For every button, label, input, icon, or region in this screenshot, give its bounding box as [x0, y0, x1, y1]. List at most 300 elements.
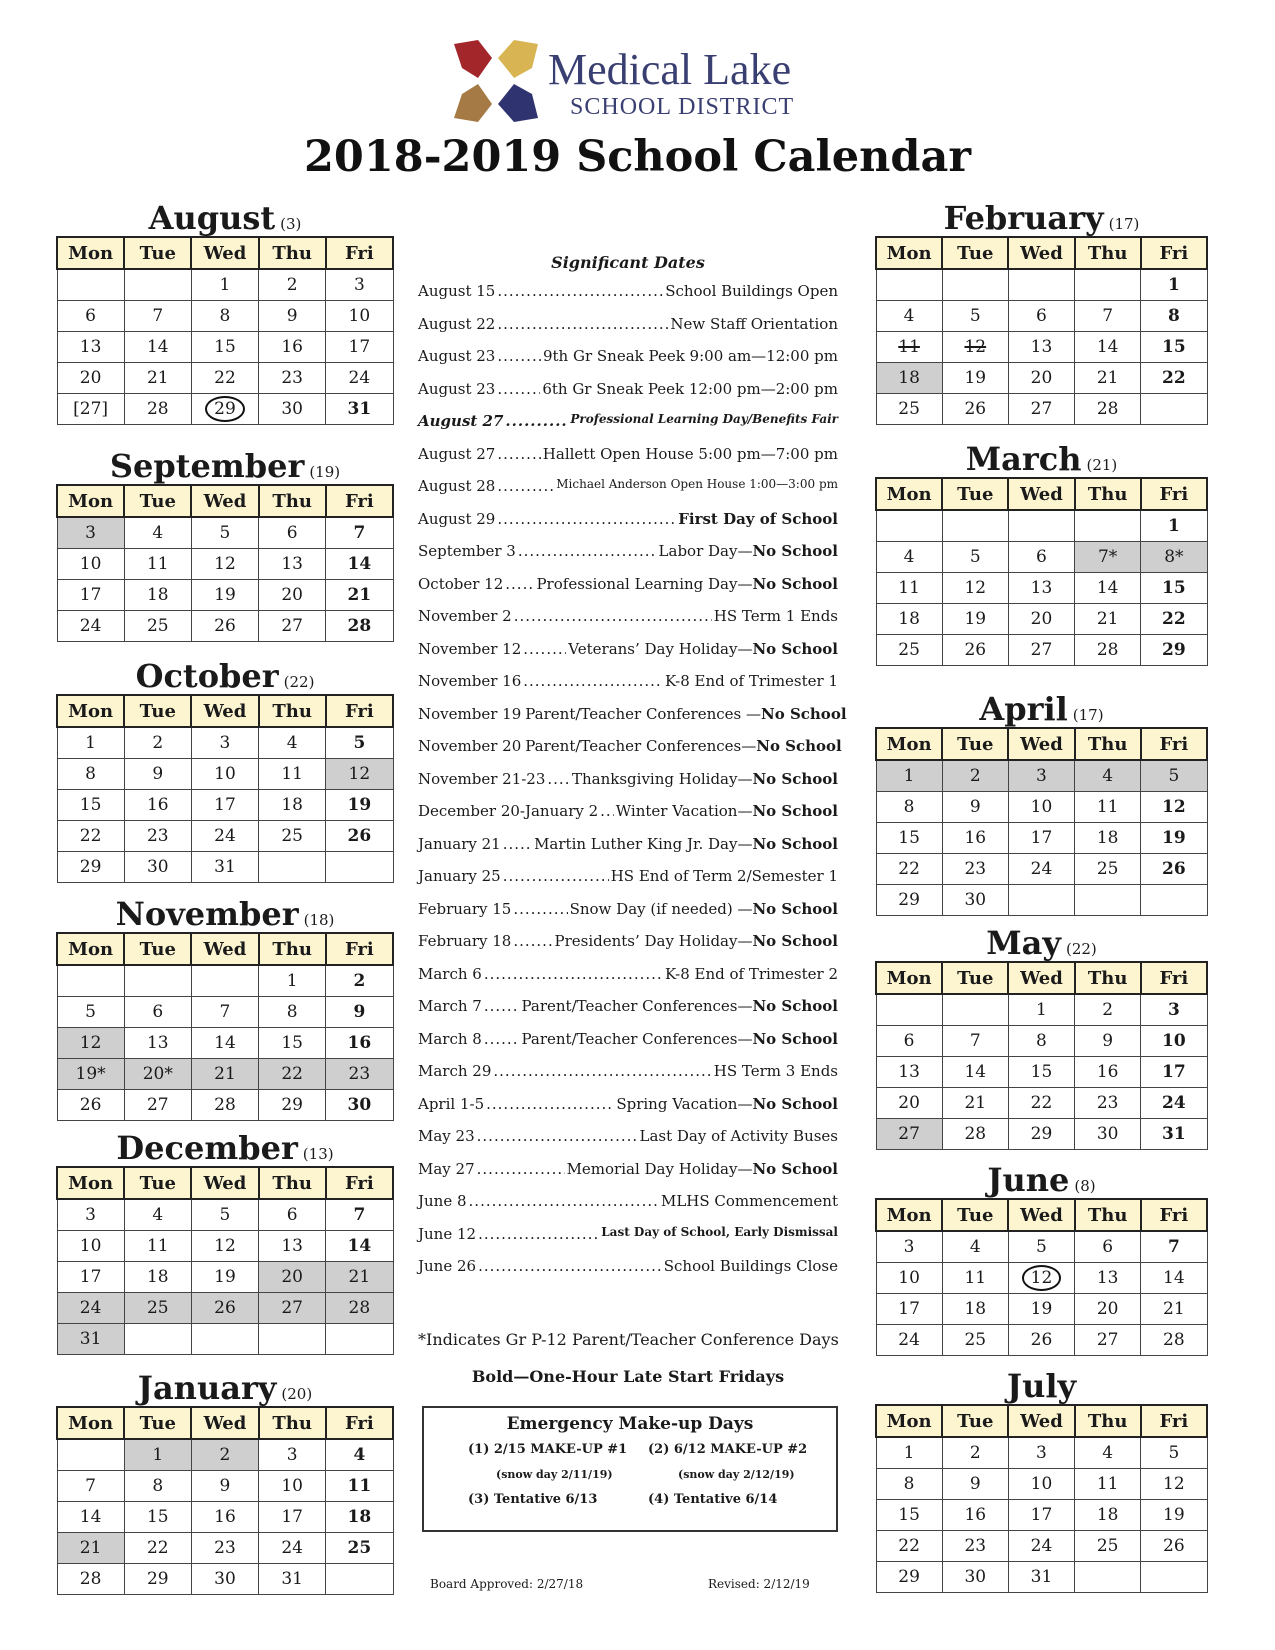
day-cell: 5 [1141, 1437, 1207, 1469]
event-text: Parent/Teacher Conferences— [521, 997, 753, 1015]
calendar-grid [56, 1166, 394, 1355]
month-day-count: (17) [1072, 706, 1104, 724]
weekday-header: Thu [1075, 478, 1141, 510]
event-text: First Day of School [678, 509, 838, 528]
week-row [876, 1325, 1207, 1356]
calendar-grid [56, 694, 394, 883]
significant-dates [418, 253, 847, 1290]
day-cell: 11 [876, 573, 942, 604]
day-cell: 31 [259, 1564, 326, 1595]
month-day-count: (21) [1086, 456, 1118, 474]
day-cell: 12 [1141, 792, 1207, 823]
weekday-header: Fri [1141, 728, 1207, 760]
week-row [876, 760, 1207, 792]
day-cell: 30 [1075, 1119, 1141, 1150]
calendar-grid [56, 484, 394, 642]
significant-date-row [418, 1127, 838, 1160]
day-cell: 13 [259, 549, 326, 580]
month-name: February [943, 199, 1104, 237]
day-cell: 30 [259, 394, 326, 425]
dot-leader [513, 932, 552, 950]
day-cell: 25 [259, 821, 326, 852]
day-cell: 1 [191, 269, 258, 301]
date-label: January 25 [418, 867, 501, 885]
dot-leader [497, 347, 541, 365]
weekday-header: Thu [1075, 1199, 1141, 1231]
dot-leader [497, 380, 540, 398]
day-cell: 13 [876, 1057, 942, 1088]
day-cell: 21 [326, 1262, 393, 1293]
weekday-header: Mon [57, 1167, 124, 1199]
day-cell: 31 [191, 852, 258, 883]
weekday-header: Mon [876, 478, 942, 510]
weekday-header: Tue [124, 237, 191, 269]
month-title [56, 448, 394, 484]
day-cell: 24 [57, 611, 124, 642]
day-cell: 27 [1008, 635, 1074, 666]
week-row [57, 549, 393, 580]
weekday-header: Fri [1141, 1405, 1207, 1437]
day-cell: 15 [1008, 1057, 1074, 1088]
event-text: New Staff Orientation [670, 314, 838, 333]
event-text: HS Term 1 Ends [713, 607, 838, 625]
dot-leader [478, 1225, 599, 1243]
day-cell: 2 [1075, 994, 1141, 1026]
week-row [57, 1262, 393, 1293]
weekday-header: Wed [191, 933, 258, 965]
day-cell: 20 [1008, 604, 1074, 635]
day-cell: 19 [942, 363, 1008, 394]
significant-date-row [418, 835, 838, 868]
date-label: August 23 [418, 347, 496, 365]
day-cell: 22 [876, 854, 942, 885]
event-text: School Buildings Open [665, 282, 838, 300]
day-cell: 14 [1075, 332, 1141, 363]
day-cell: 23 [124, 821, 191, 852]
week-row [876, 792, 1207, 823]
calendar-grid [56, 1406, 394, 1595]
month-day-count: (22) [283, 673, 315, 691]
dot-leader [503, 835, 532, 853]
weekday-header: Tue [942, 962, 1008, 994]
day-cell: 3 [1008, 760, 1074, 792]
month-july [875, 1368, 1208, 1593]
month-title [56, 1370, 394, 1406]
significant-date-row [418, 965, 838, 998]
weekday-header: Tue [942, 1405, 1008, 1437]
event-text: Parent/Teacher Conferences— [525, 737, 757, 755]
empty-cell [191, 1324, 258, 1355]
day-cell: 17 [1008, 1500, 1074, 1531]
significant-date-row [418, 900, 838, 933]
weekday-header: Fri [326, 237, 393, 269]
day-cell: 28 [1075, 635, 1141, 666]
day-cell: 24 [1008, 1531, 1074, 1562]
day-cell: 3 [1008, 1437, 1074, 1469]
event-label [616, 802, 838, 820]
month-title [56, 658, 394, 694]
significant-date-row [418, 445, 838, 478]
dot-leader [513, 900, 567, 918]
week-row [876, 269, 1207, 301]
emergency-item-3: (3) Tentative 6/13 [468, 1492, 598, 1507]
significant-date-row [418, 1160, 838, 1193]
day-cell: 25 [124, 1293, 191, 1324]
day-cell: 10 [326, 301, 393, 332]
day-cell: 3 [326, 269, 393, 301]
significant-date-row [418, 672, 838, 705]
day-cell: 6 [1008, 542, 1074, 573]
day-cell: 17 [57, 580, 124, 611]
day-cell: 7 [1075, 301, 1141, 332]
calendar-grid [875, 236, 1208, 425]
event-label [536, 575, 838, 593]
week-row [57, 611, 393, 642]
date-label: May 23 [418, 1127, 475, 1145]
conference-note: *Indicates Gr P-12 Parent/Teacher Conference Days [418, 1330, 839, 1349]
day-cell: 28 [326, 611, 393, 642]
day-cell: 10 [1008, 1469, 1074, 1500]
day-cell: 23 [191, 1533, 258, 1564]
day-cell: 24 [259, 1533, 326, 1564]
empty-cell [191, 965, 258, 997]
day-cell: 19 [1008, 1294, 1074, 1325]
day-cell: 13 [1008, 332, 1074, 363]
no-school-label: No School [752, 574, 838, 593]
week-row [876, 604, 1207, 635]
empty-cell [1075, 885, 1141, 916]
event-text: Hallett Open House 5:00 pm—7:00 pm [542, 444, 838, 463]
dot-leader [514, 607, 712, 625]
date-label: March 8 [418, 1029, 482, 1048]
month-title [56, 1130, 394, 1166]
event-label [554, 932, 838, 950]
dot-leader [478, 1257, 662, 1275]
weekday-header: Fri [326, 485, 393, 517]
emergency-item-2: (2) 6/12 MAKE-UP #2 [648, 1442, 808, 1457]
dot-leader [477, 1160, 565, 1178]
weekday-header: Tue [942, 478, 1008, 510]
event-label [542, 380, 838, 398]
calendar-grid [875, 1404, 1208, 1593]
event-label [534, 835, 838, 853]
day-cell: 4 [259, 727, 326, 759]
day-cell: 26 [942, 394, 1008, 425]
day-cell: 25 [124, 611, 191, 642]
day-cell: 29 [124, 1564, 191, 1595]
date-label: May 27 [418, 1159, 475, 1178]
day-cell: 30 [326, 1090, 393, 1121]
day-cell: 2 [326, 965, 393, 997]
emergency-item-1-note: (snow day 2/11/19) [496, 1468, 613, 1481]
no-school-label: No School [752, 1094, 838, 1113]
event-label [670, 315, 838, 333]
dot-leader [503, 867, 609, 885]
weekday-header: Fri [326, 1407, 393, 1439]
dot-leader [497, 510, 676, 528]
month-october [56, 658, 394, 883]
day-cell: 23 [942, 1531, 1008, 1562]
day-cell: 18 [259, 790, 326, 821]
week-row [876, 1562, 1207, 1593]
month-june [875, 1162, 1208, 1356]
date-label: June 8 [418, 1192, 467, 1210]
event-text: MLHS Commencement [660, 1192, 838, 1210]
event-label [601, 1225, 838, 1239]
day-cell: 28 [191, 1090, 258, 1121]
week-row [57, 965, 393, 997]
day-cell: 5 [191, 517, 258, 549]
day-cell: 1 [1008, 994, 1074, 1026]
day-cell: 4 [1075, 1437, 1141, 1469]
event-text: 6th Gr Sneak Peek 12:00 pm—2:00 pm [542, 379, 838, 398]
empty-cell [1075, 510, 1141, 542]
day-cell: 10 [57, 549, 124, 580]
day-cell: 8 [876, 792, 942, 823]
day-cell: 21 [124, 363, 191, 394]
day-cell: 9 [942, 1469, 1008, 1500]
no-school-label: No School [752, 997, 838, 1015]
significant-date-row [418, 575, 838, 608]
dot-leader [547, 770, 570, 788]
day-cell: 13 [57, 332, 124, 363]
week-row [57, 363, 393, 394]
event-label [568, 640, 838, 658]
day-cell: 26 [1008, 1325, 1074, 1356]
day-cell: 22 [876, 1531, 942, 1562]
significant-date-row [418, 412, 838, 445]
day-cell: 20 [1075, 1294, 1141, 1325]
event-label [521, 1030, 838, 1048]
day-cell: 4 [124, 1199, 191, 1231]
date-label: December 20-January 2 [418, 802, 599, 820]
circled-day: 29 [205, 396, 245, 422]
empty-cell [1008, 269, 1074, 301]
week-row [57, 1439, 393, 1471]
no-school-label: No School [752, 769, 838, 788]
no-school-label: No School [752, 1029, 838, 1048]
dot-leader [484, 1030, 520, 1048]
day-cell: 8 [876, 1469, 942, 1500]
dot-leader [497, 315, 668, 333]
dot-leader [493, 1062, 711, 1080]
day-cell: 15 [876, 823, 942, 854]
day-cell: 5 [942, 301, 1008, 332]
event-text: Michael Anderson Open House 1:00—3:00 pm [556, 477, 838, 491]
day-cell: 9 [124, 759, 191, 790]
day-cell: 28 [1075, 394, 1141, 425]
month-title [875, 1368, 1208, 1404]
month-december [56, 1130, 394, 1355]
date-label: August 15 [418, 282, 496, 300]
month-name: May [986, 924, 1061, 962]
day-cell: 16 [326, 1028, 393, 1059]
day-cell: 14 [1141, 1263, 1207, 1294]
day-cell: 13 [1075, 1263, 1141, 1294]
day-cell: 11 [1075, 1469, 1141, 1500]
day-cell: 17 [876, 1294, 942, 1325]
day-cell: 10 [259, 1471, 326, 1502]
day-cell: 31 [1008, 1562, 1074, 1593]
date-label: November 12 [418, 639, 522, 658]
day-cell: 17 [57, 1262, 124, 1293]
day-cell: 26 [942, 635, 1008, 666]
day-cell: 19 [942, 604, 1008, 635]
day-cell: 20* [124, 1059, 191, 1090]
day-cell: 19 [191, 1262, 258, 1293]
event-label [665, 965, 838, 983]
day-cell: 8 [1008, 1026, 1074, 1057]
week-row [57, 1293, 393, 1324]
event-label [525, 737, 842, 755]
event-text: K-8 End of Trimester 2 [665, 964, 838, 983]
week-row [57, 1090, 393, 1121]
significant-date-row [418, 932, 838, 965]
day-cell: 3 [191, 727, 258, 759]
day-cell: 14 [191, 1028, 258, 1059]
day-cell: 29 [57, 852, 124, 883]
day-cell: 4 [1075, 760, 1141, 792]
day-cell: 24 [1008, 854, 1074, 885]
empty-cell [57, 1439, 124, 1471]
day-cell: 27 [1075, 1325, 1141, 1356]
day-cell: 27 [259, 1293, 326, 1324]
event-text: Parent/Teacher Conferences — [525, 704, 761, 723]
day-cell: 31 [326, 394, 393, 425]
day-cell: 28 [326, 1293, 393, 1324]
month-day-count: (8) [1074, 1177, 1096, 1195]
day-cell: 9 [942, 792, 1008, 823]
weekday-header: Thu [259, 485, 326, 517]
week-row [57, 1199, 393, 1231]
day-cell: 18 [876, 604, 942, 635]
day-cell: 1 [57, 727, 124, 759]
circled-day: 12 [1022, 1265, 1062, 1291]
day-cell: 14 [1075, 573, 1141, 604]
day-cell: 21 [1075, 604, 1141, 635]
day-cell: 17 [326, 332, 393, 363]
date-label: August 29 [418, 509, 496, 528]
week-row [57, 580, 393, 611]
significant-date-row [418, 315, 838, 348]
event-text: Labor Day— [658, 542, 753, 560]
dot-leader [505, 412, 568, 430]
weekday-header: Fri [1141, 962, 1207, 994]
day-cell: 28 [57, 1564, 124, 1595]
date-label: November 19 [418, 704, 522, 723]
day-cell: 12 [1141, 1469, 1207, 1500]
date-label: April 1-5 [418, 1094, 485, 1113]
date-label: August 27 [418, 412, 504, 430]
day-cell: 11 [326, 1471, 393, 1502]
no-school-label: No School [752, 639, 838, 658]
empty-cell [1141, 1562, 1207, 1593]
dot-leader [600, 802, 614, 820]
event-text: Professional Learning Day/Benefits Fair [570, 412, 838, 426]
day-cell: 7 [191, 997, 258, 1028]
month-title [875, 200, 1208, 236]
event-label [521, 997, 838, 1015]
month-day-count: (20) [281, 1385, 313, 1403]
date-label: January 21 [418, 834, 501, 853]
week-row [876, 1294, 1207, 1325]
month-title [875, 441, 1208, 477]
month-name: December [116, 1129, 298, 1167]
calendar-grid [56, 236, 394, 425]
day-cell: 6 [1075, 1231, 1141, 1263]
significant-date-row [418, 1062, 838, 1095]
emergency-title: Emergency Make-up Days [506, 1414, 754, 1434]
dot-leader [523, 640, 566, 658]
day-cell: 11 [124, 1231, 191, 1262]
day-cell: 16 [1075, 1057, 1141, 1088]
day-cell: 30 [942, 885, 1008, 916]
weekday-header: Tue [942, 728, 1008, 760]
event-text: Veterans’ Day Holiday— [568, 639, 753, 658]
day-cell: 3 [57, 1199, 124, 1231]
day-cell [1008, 1263, 1074, 1294]
week-row [57, 759, 393, 790]
weekday-header: Mon [876, 962, 942, 994]
day-cell: 24 [326, 363, 393, 394]
day-cell: 12 [57, 1028, 124, 1059]
day-cell: 22 [57, 821, 124, 852]
week-row [57, 269, 393, 301]
event-text: K-8 End of Trimester 1 [665, 672, 838, 690]
event-text: Last Day of Activity Buses [639, 1127, 838, 1145]
significant-date-row [418, 997, 838, 1030]
empty-cell [942, 269, 1008, 301]
dot-leader [484, 997, 520, 1015]
calendar-grid [56, 932, 394, 1121]
empty-cell [876, 269, 942, 301]
significant-date-row [418, 640, 838, 673]
day-cell: 19 [326, 790, 393, 821]
day-cell: 15 [1141, 573, 1207, 604]
empty-cell [259, 1324, 326, 1355]
dot-leader [518, 542, 657, 560]
day-cell: 31 [57, 1324, 124, 1355]
day-cell [191, 394, 258, 425]
dot-leader [523, 672, 663, 690]
day-cell: 18 [1075, 1500, 1141, 1531]
emergency-item-2-note: (snow day 2/12/19) [678, 1468, 795, 1481]
day-cell: 6 [259, 517, 326, 549]
significant-date-row [418, 542, 838, 575]
day-cell: 19 [191, 580, 258, 611]
day-cell: 2 [191, 1439, 258, 1471]
weekday-header: Mon [57, 485, 124, 517]
month-name: November [115, 895, 299, 933]
empty-cell [259, 852, 326, 883]
emergency-item-4: (4) Tentative 6/14 [648, 1492, 778, 1507]
day-cell: 25 [942, 1325, 1008, 1356]
day-cell: 21 [942, 1088, 1008, 1119]
significant-date-row [418, 802, 838, 835]
day-cell: 10 [191, 759, 258, 790]
day-cell: 20 [1008, 363, 1074, 394]
empty-cell [1075, 1562, 1141, 1593]
week-row [876, 994, 1207, 1026]
emergency-item-1: (1) 2/15 MAKE-UP #1 [468, 1442, 628, 1457]
week-row [876, 332, 1207, 363]
day-cell: 12 [326, 759, 393, 790]
date-label: February 18 [418, 932, 512, 950]
day-cell: 6 [876, 1026, 942, 1057]
event-text: Snow Day (if needed) — [569, 899, 753, 918]
month-april [875, 691, 1208, 916]
calendar-grid [875, 1198, 1208, 1356]
